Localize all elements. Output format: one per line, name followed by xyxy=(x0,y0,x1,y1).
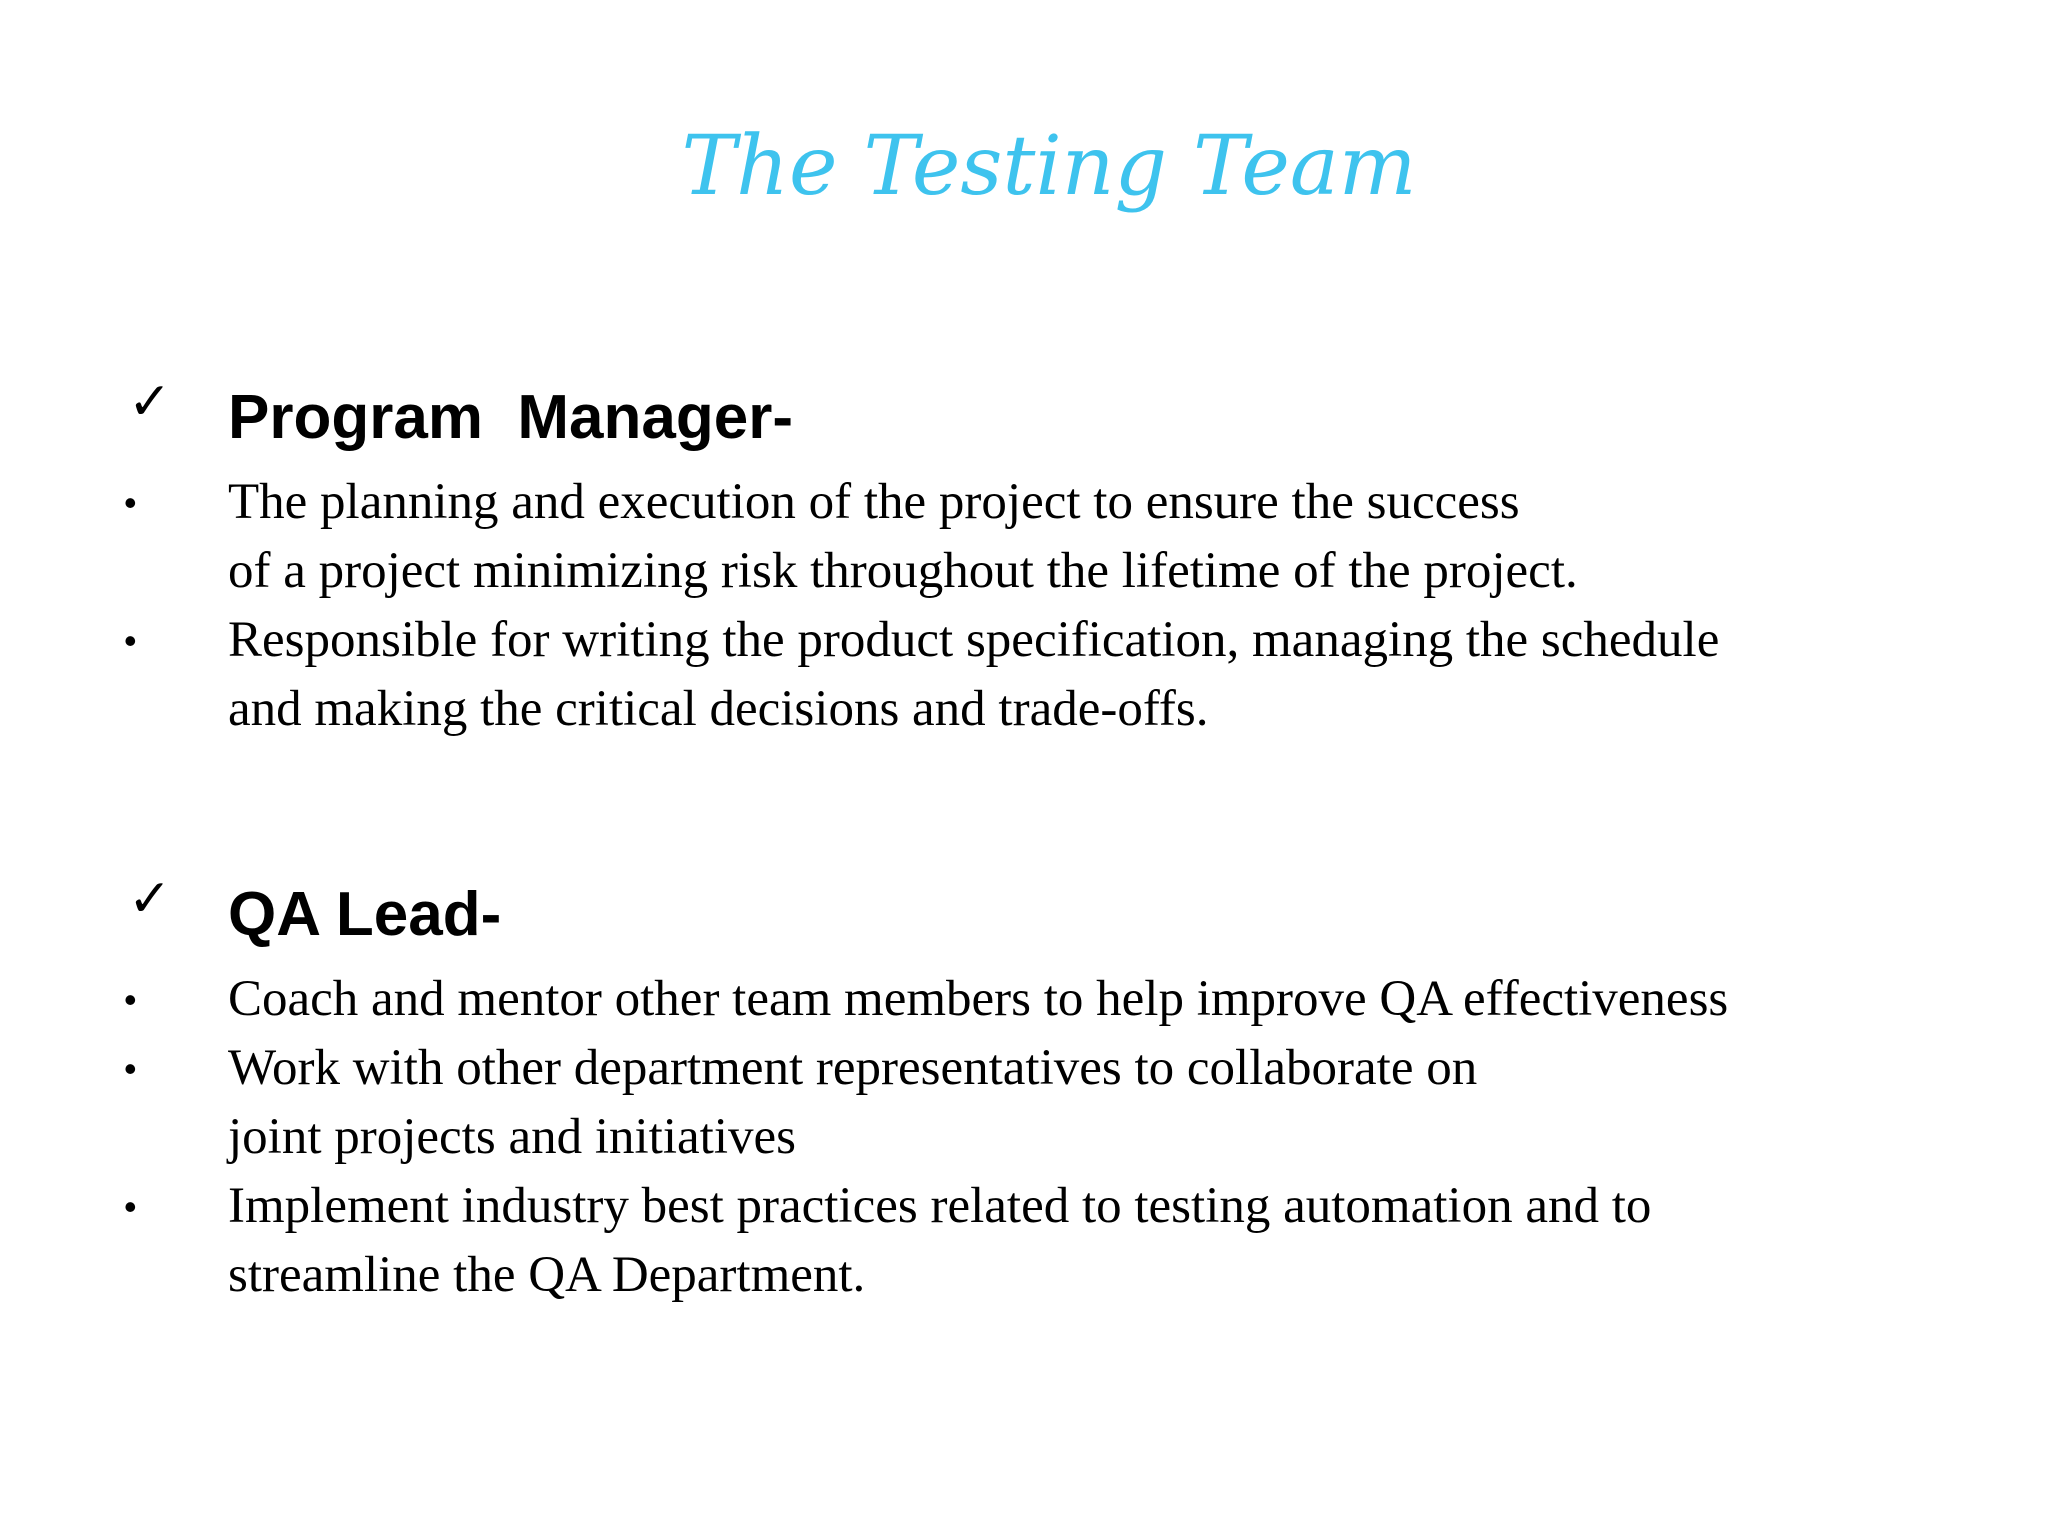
bullet-line: Coach and mentor other team members to help improve QA effectiveness xyxy=(228,971,1729,1027)
bullet-icon: • xyxy=(124,1048,137,1089)
bullet-line: The planning and execution of the project to ensure the success xyxy=(228,474,1520,530)
bullet-text xyxy=(228,965,2008,1034)
list-item xyxy=(0,468,2008,606)
section-qa-lead xyxy=(0,865,2048,1310)
section-program-manager xyxy=(0,368,2048,744)
bullet-line: streamline the QA Department. xyxy=(228,1247,866,1303)
bullet-line: of a project minimizing risk throughout the lifetime of the project. xyxy=(228,543,1578,599)
bullet-icon: • xyxy=(124,482,137,523)
bullet-line: Responsible for writing the product specification, managing the schedule xyxy=(228,612,1720,668)
section-heading-row xyxy=(0,865,2048,965)
bullet-text xyxy=(228,468,2008,606)
bullet-line: Implement industry best practices related to testing automation and to xyxy=(228,1178,1652,1234)
bullet-text xyxy=(228,606,2008,744)
bullet-list xyxy=(0,468,2048,744)
bullet-line: and making the critical decisions and trade-offs. xyxy=(228,681,1209,737)
bullet-icon: • xyxy=(124,620,137,661)
bullet-line: Work with other department representatives to collaborate on xyxy=(228,1040,1478,1096)
bullet-icon: • xyxy=(124,1186,137,1227)
list-item xyxy=(0,1034,2008,1172)
bullet-list xyxy=(0,965,2048,1310)
check-icon: ✓ xyxy=(128,372,172,432)
section-heading: QA Lead- xyxy=(228,880,502,949)
bullet-text xyxy=(228,1034,2008,1172)
bullet-line: joint projects and initiatives xyxy=(228,1109,796,1165)
check-icon: ✓ xyxy=(128,869,172,929)
list-item xyxy=(0,606,2008,744)
bullet-icon: • xyxy=(124,979,137,1020)
section-heading: Program Manager- xyxy=(228,383,794,452)
list-item xyxy=(0,965,2008,1034)
list-item xyxy=(0,1172,2008,1310)
section-heading-row xyxy=(0,368,2048,468)
slide-title: The Testing Team xyxy=(681,119,1417,214)
bullet-text xyxy=(228,1172,2008,1310)
